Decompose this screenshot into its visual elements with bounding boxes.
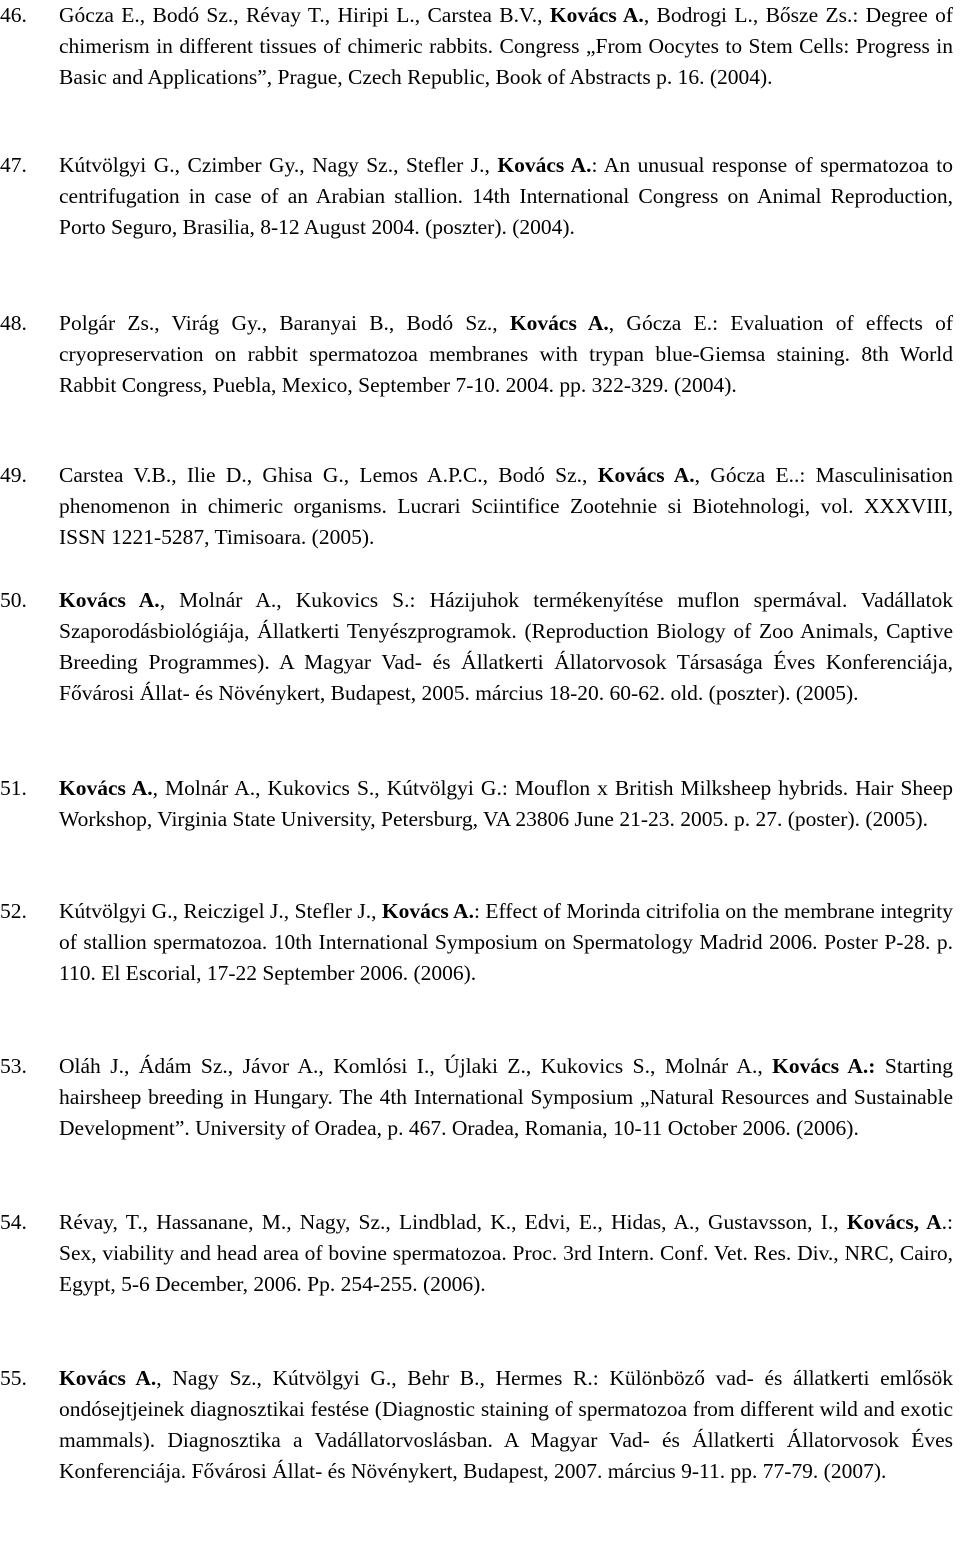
reference-segment-bold: Kovács A. <box>381 899 474 923</box>
reference-number: 49. <box>0 463 27 487</box>
reference-segment: Oláh J., Ádám Sz., Jávor A., Komlósi I., Újlaki Z., Kukovics S., Molnár A., <box>59 1054 773 1078</box>
reference-number: 53. <box>0 1054 27 1078</box>
reference-segment: , Bodrogi L., Bősze Zs.: Degree of chimerism in different tissues of chimeric rabbits. Congress „From Oocytes to Stem Cells: Progress in Basic and Applications”, Prague, Czech Republic, Book of Abstracts p. 16. (2004). <box>59 3 953 89</box>
reference-segment: , Molnár A., Kukovics S.: Házijuhok termékenyítése muflon spermával. Vadállatok Szaporodásbiológiája, Állatkerti Tenyészprogramok. (Reproduction Biology of Zoo Animals, Captive Breeding Programmes). A Magyar Vad- és Állatkerti Állatorvosok Társasága Éves Konferenciája, Fővárosi Állat- és Növénykert, Budapest, 2005. március 18-20. 60-62. old. (poszter). (2005). <box>59 588 953 705</box>
reference-item <box>0 1207 953 1300</box>
reference-item <box>0 896 953 989</box>
reference-text <box>59 1051 953 1144</box>
reference-segment-bold: Kovács A. <box>59 1366 157 1390</box>
reference-text <box>59 773 953 835</box>
reference-segment: , Molnár A., Kukovics S., Kútvölgyi G.: Mouflon x British Milksheep hybrids. Hair Sheep Workshop, Virginia State University, Petersburg, VA 23806 June 21-23. 2005. p. 27. (poster). (2005). <box>59 776 953 831</box>
reference-segment: Kútvölgyi G., Czimber Gy., Nagy Sz., Stefler J., <box>59 153 498 177</box>
reference-text <box>59 150 953 243</box>
reference-segment: Gócza E., Bodó Sz., Révay T., Hiripi L., Carstea B.V., <box>59 3 550 27</box>
reference-segment-bold: Kovács A. <box>509 311 609 335</box>
reference-item <box>0 308 953 401</box>
reference-text <box>59 1363 953 1487</box>
reference-number: 48. <box>0 311 27 335</box>
reference-segment-bold: Kovács A. <box>59 588 160 612</box>
reference-segment: Kútvölgyi G., Reiczigel J., Stefler J., <box>59 899 382 923</box>
reference-item <box>0 1051 953 1144</box>
reference-segment-bold: Kovács A. <box>59 776 153 800</box>
reference-text <box>59 585 953 709</box>
reference-item <box>0 460 953 553</box>
reference-segment: Polgár Zs., Virág Gy., Baranyai B., Bodó Sz., <box>59 311 510 335</box>
reference-segment-bold: Kovács A. <box>597 463 695 487</box>
reference-segment-bold: Kovács A. <box>497 153 592 177</box>
reference-segment: , Gócza E..: Masculinisation phenomenon in chimeric organisms. Lucrari Sciintifice Zootehnie si Biotehnologi, vol. XXXVIII, ISSN 1221-5287, Timisoara. (2005). <box>59 463 954 549</box>
reference-segment: Carstea V.B., Ilie D., Ghisa G., Lemos A.P.C., Bodó Sz., <box>59 463 598 487</box>
reference-text <box>59 1207 953 1300</box>
reference-segment: , Gócza E.: Evaluation of effects of cryopreservation on rabbit spermatozoa membranes with trypan blue-Giemsa staining. 8th World Rabbit Congress, Puebla, Mexico, September 7-10. 2004. pp. 322-329. (2004). <box>59 311 953 397</box>
reference-number: 46. <box>0 3 27 27</box>
reference-item <box>0 0 953 93</box>
reference-item <box>0 585 953 709</box>
reference-item <box>0 773 953 835</box>
reference-number: 47. <box>0 153 27 177</box>
reference-segment: Révay, T., Hassanane, M., Nagy, Sz., Lindblad, K., Edvi, E., Hidas, A., Gustavsson, I., <box>59 1210 847 1234</box>
reference-number: 55. <box>0 1366 27 1390</box>
reference-segment-bold: Kovács A. <box>549 3 644 27</box>
reference-text <box>59 896 953 989</box>
reference-number: 51. <box>0 776 27 800</box>
reference-number: 52. <box>0 899 27 923</box>
reference-segment-bold: Kovács A.: <box>772 1054 876 1078</box>
reference-number: 54. <box>0 1210 27 1234</box>
reference-segment: , Nagy Sz., Kútvölgyi G., Behr B., Hermes R.: Különböző vad- és állatkerti emlősök ondósejtjeinek diagnosztikai festése (Diagnostic staining of spermatozoa from different wild and exotic mammals). Diagnosztika a Vadállatorvoslásban. A Magyar Vad- és Állatkerti Állatorvosok Éves Konferenciája. Fővárosi Állat- és Növénykert, Budapest, 2007. március 9-11. pp. 77-79. (2007). <box>59 1366 953 1483</box>
reference-text <box>59 0 953 93</box>
reference-segment: : Effect of Morinda citrifolia on the membrane integrity of stallion spermatozoa. 10th International Symposium on Spermatology Madrid 2006. Poster P-28. p. 110. El Escorial, 17-22 September 2006. (2006). <box>59 899 953 985</box>
reference-item <box>0 150 953 243</box>
reference-text <box>59 460 953 553</box>
reference-segment: .: Sex, viability and head area of bovine spermatozoa. Proc. 3rd Intern. Conf. Vet. Res. Div., NRC, Cairo, Egypt, 5-6 December, 2006. Pp. 254-255. (2006). <box>59 1210 953 1296</box>
reference-number: 50. <box>0 588 27 612</box>
reference-text <box>59 308 953 401</box>
reference-segment: : An unusual response of spermatozoa to centrifugation in case of an Arabian stallion. 14th International Congress on Animal Reproduction, Porto Seguro, Brasilia, 8-12 August 2004. (poszter). (2004). <box>59 153 953 239</box>
reference-segment: Starting hairsheep breeding in Hungary. The 4th International Symposium „Natural Resources and Sustainable Development”. University of Oradea, p. 467. Oradea, Romania, 10-11 October 2006. (2006). <box>59 1054 953 1140</box>
reference-segment-bold: Kovács, A <box>846 1210 942 1234</box>
reference-item <box>0 1363 953 1487</box>
